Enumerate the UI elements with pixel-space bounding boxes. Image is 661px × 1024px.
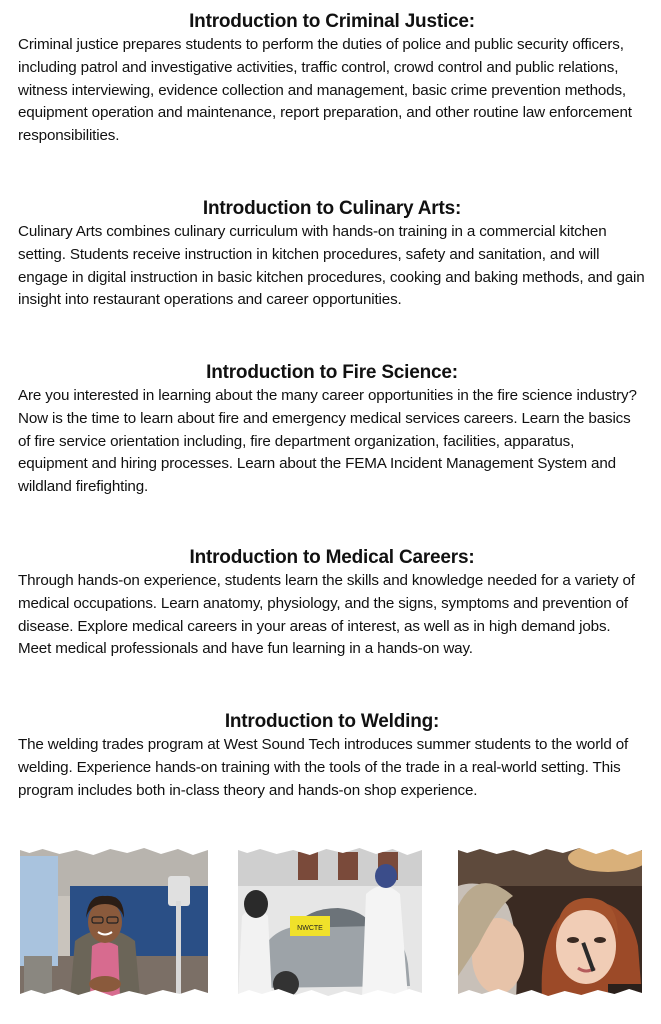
section-body: Culinary Arts combines culinary curriculum with hands-on training in a commercial kitchen setting. Students receive instruction in kitchen procedures, safety and sanitation, and will engage in digital instruction in basic kitchen procedures, cooking and baking methods, and gain insight into restaurant operations and career opportunities. (18, 223, 645, 309)
section-fire-science (18, 361, 646, 499)
section-title: Introduction to Culinary Arts: (202, 198, 462, 219)
photo-medical-student (20, 846, 208, 998)
photo-medical-student-image (20, 846, 208, 998)
photo-auto-painting-image (238, 846, 422, 998)
section-title: Introduction to Criminal Justice: (189, 11, 475, 32)
section-body: Through hands-on experience, students learn the skills and knowledge needed for a variety of medical occupations. Learn anatomy, physiology, and the signs, symptoms and prevention of disease. Explore medical careers in your areas of interest, as well as in high demand jobs. Meet medical professionals and have fun learning in a hands-on way. (18, 572, 635, 658)
photo-cosmetology (458, 846, 642, 998)
section-culinary-arts (18, 197, 646, 312)
section-welding (18, 710, 646, 802)
section-body: The welding trades program at West Sound Tech introduces summer students to the world of welding. Experience hands-on training with the tools of the trade in a real-world setting. This program includes both in-class theory and hands-on shop experience. (18, 736, 629, 799)
section-title: Introduction to Medical Careers: (189, 547, 475, 568)
section-medical-careers (18, 546, 646, 661)
section-body: Are you interested in learning about the many career opportunities in the fire science industry? Now is the time to learn about fire and emergency medical services careers. Learn the basics of fire service orientation including, fire department organization, facilities, apparatus, equipment and hiring processes. Learn about the FEMA Incident Management System and wildland firefighting. (18, 387, 637, 496)
car-sign-text: NWCTE (297, 925, 323, 932)
section-criminal-justice (18, 10, 646, 148)
section-title: Introduction to Welding: (224, 711, 440, 732)
section-title: Introduction to Fire Science: (206, 362, 458, 383)
photo-cosmetology-image (458, 846, 642, 998)
photo-auto-painting (238, 846, 422, 998)
section-body: Criminal justice prepares students to perform the duties of police and public security officers, including patrol and investigative activities, traffic control, crowd control and public relations, witness interviewing, evidence collection and management, basic crime prevention methods, equipment operation and maintenance, report preparation, and other routine law enforcement responsibilities. (18, 36, 632, 145)
